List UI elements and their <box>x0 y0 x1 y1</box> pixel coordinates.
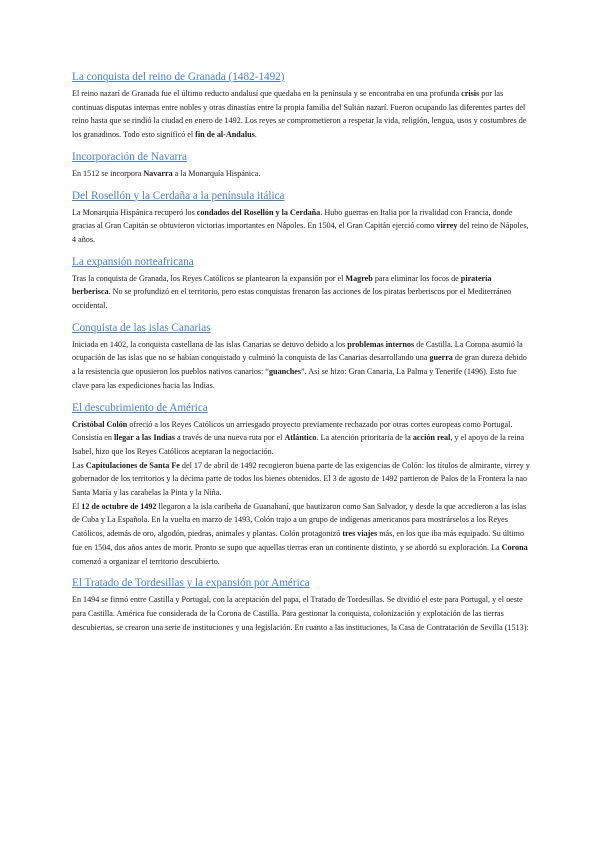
text-run: a través de una nueva ruta por el <box>175 433 285 443</box>
document-section <box>72 150 530 181</box>
text-run: de Castilla. La Corona asumió la ocupación de las islas que no se habían conquistado y culminó la conquista de las Canarias desarrollando una <box>72 339 523 363</box>
text-run: llegaron a la isla caribeña de Guanahaní, que bautizaron como San Salvador, y desde la que accedieron a las islas de Cuba y La Española. En la vuelta en marzo de 1493, Colón trajo a un grupo de indígenas americanos para mostrárselos a los Reyes Católicos, además de oro, algodón, piedras, animales y plantas. Colón protagonizó <box>72 501 527 539</box>
text-run: Iniciada en 1402, la conquista castellana de las islas Canarias se detuvo debido a los <box>72 339 348 349</box>
body-paragraph <box>72 459 530 500</box>
bold-text-run: fin de al-Andalus <box>195 130 255 140</box>
body-paragraph <box>72 500 530 569</box>
document-section <box>72 189 530 247</box>
bold-text-run: crisis <box>461 89 480 98</box>
text-run: por las continuas disputas internas entre nobles y otras dinastías entre la propia familia del Sultán nazarí. Fueron ocupando las diferentes partes del reino hasta que se rindió la ciudad en enero de 1492. Los reyes se comprometieron a respetar la vida, religión, lengua, usos y costumbres de los granadinos. Todo esto significó el <box>72 89 527 140</box>
section-heading: Conquista de las islas Canarias <box>72 321 211 334</box>
bold-text-run: acción real <box>412 433 451 443</box>
bold-text-run: problemas internos <box>347 339 415 349</box>
bold-text-run: Magreb <box>345 273 373 283</box>
body-paragraph <box>72 87 530 142</box>
text-run: . Hubo guerras en Italia por la rivalidad con Francia, donde gracias al Gran Capitán se obtuvieron victorias importantes en Nápoles. En 1504, el Gran Capitán ejerció como <box>72 207 513 231</box>
text-run: . <box>254 130 257 140</box>
section-heading: La expansión norteafricana <box>72 255 194 268</box>
bold-text-run: Navarra <box>143 168 173 178</box>
body-paragraph <box>72 206 530 247</box>
text-run: más, en los que iba más equipado. Su último fue en 1504, dos años antes de morir. Pronto se supo que aquellas tierras eran un continente distinto, y se abordó su exploración. La <box>72 529 525 552</box>
text-run: . La atención prioritaria de la <box>316 433 413 443</box>
bold-text-run: virrey <box>436 221 458 231</box>
body-paragraph <box>72 272 530 313</box>
bold-text-run: tres viajes <box>342 529 378 539</box>
text-run: En 1512 se incorpora <box>72 168 144 178</box>
text-run: del reino de Nápoles, 4 años. <box>72 221 529 244</box>
document-section <box>72 321 530 393</box>
body-paragraph <box>72 418 530 459</box>
text-run: a la Monarquía Hispánica. <box>172 168 261 178</box>
bold-text-run: Indias <box>153 433 176 443</box>
text-run: En 1494 se firmó entre Castilla y Portugal, con la aceptación del papa, el Tratado de Tordesillas. Se dividió el este para Portugal, y el oeste para Castilla. América fue considerada de la Corona de Castilla. Para gestionar la conquista, colonización y explotación de las tierras descubiertas, se crearon una serie de instituciones y una legislación. En cuanto a las instituciones, la Casa de Contratación de Sevilla (1513): <box>72 595 529 632</box>
bold-text-run: condados del Rosellón y la Cerdaña <box>196 207 321 217</box>
bold-text-run: piratería berberisca <box>72 273 492 297</box>
bold-text-run: Atlántico <box>284 433 317 443</box>
bold-text-run: guanches <box>268 367 302 377</box>
body-paragraph <box>72 338 530 393</box>
document-section <box>72 70 530 142</box>
text-run: ”. Así se hizo: Gran Canaria, La Palma y Tenerife (1496). Esto fue clave para las expediciones hacia las Indias. <box>72 367 517 390</box>
body-paragraph <box>72 593 530 634</box>
document-section <box>72 401 530 569</box>
section-heading: Incorporación de Navarra <box>72 150 187 163</box>
bold-text-run: guerra <box>429 353 453 363</box>
text-run: Tras la conquista de Granada, los Reyes Católicos se plantearon la expansión por el <box>72 273 346 283</box>
bold-text-run: Capitulaciones de Santa Fe <box>85 460 180 470</box>
document-page <box>72 70 530 642</box>
document-section <box>72 255 530 313</box>
section-heading: Del Rosellón y la Cerdaña a la península itálica <box>72 189 285 202</box>
bold-text-run: Corona <box>501 542 528 552</box>
text-run: La Monarquía Hispánica recuperó los <box>72 207 197 217</box>
text-run: para eliminar los focos de <box>372 273 461 283</box>
bold-text-run: 12 de octubre de 1492 <box>81 501 157 511</box>
body-paragraph <box>72 167 530 181</box>
text-run: El <box>72 501 82 511</box>
section-heading: El descubrimiento de América <box>72 401 208 414</box>
section-heading: La conquista del reino de Granada (1482-1492) <box>72 71 285 83</box>
text-run: , y el apoyo de la reina Isabel, hizo que los Reyes Católicos aceptaran la negociación. <box>72 433 525 456</box>
text-run: Las <box>72 460 86 470</box>
text-run: de gran dureza debido a la resistencia que opusieron los pueblos nativos canarios: “ <box>72 353 527 377</box>
bold-text-run: llegar a las <box>113 433 154 443</box>
text-run: comenzó a organizar el territorio descubierto. <box>72 556 220 566</box>
text-run: El reino nazarí de Granada fue el último reducto andalusí que quedaba en la península y se encontraba en una profunda <box>72 89 462 98</box>
bold-text-run: Cristóbal Colón <box>72 419 128 429</box>
text-run: del 17 de abril de 1492 recogieron buena parte de las exigencias de Colón: los títulos de almirante, virrey y gobernador de los territorios y la décima parte de todos los bienes obtenidos. El 3 de agosto de 1492 partieron de Palos de la Frontera la nao Santa María y las carabelas la Pinta y la Niña. <box>72 460 530 498</box>
section-heading: El Tratado de Tordesillas y la expansión por América <box>72 577 310 590</box>
text-run: ofreció a los Reyes Católicos un arriesgado proyecto previamente rechazado por otras cortes europeas como Portugal. Consistía en <box>72 419 513 443</box>
text-run: . No se profundizó en el territorio, pero estas conquistas frenaron las acciones de los piratas berberiscos por el Mediterráneo occidental. <box>72 287 512 311</box>
document-section <box>72 576 530 634</box>
